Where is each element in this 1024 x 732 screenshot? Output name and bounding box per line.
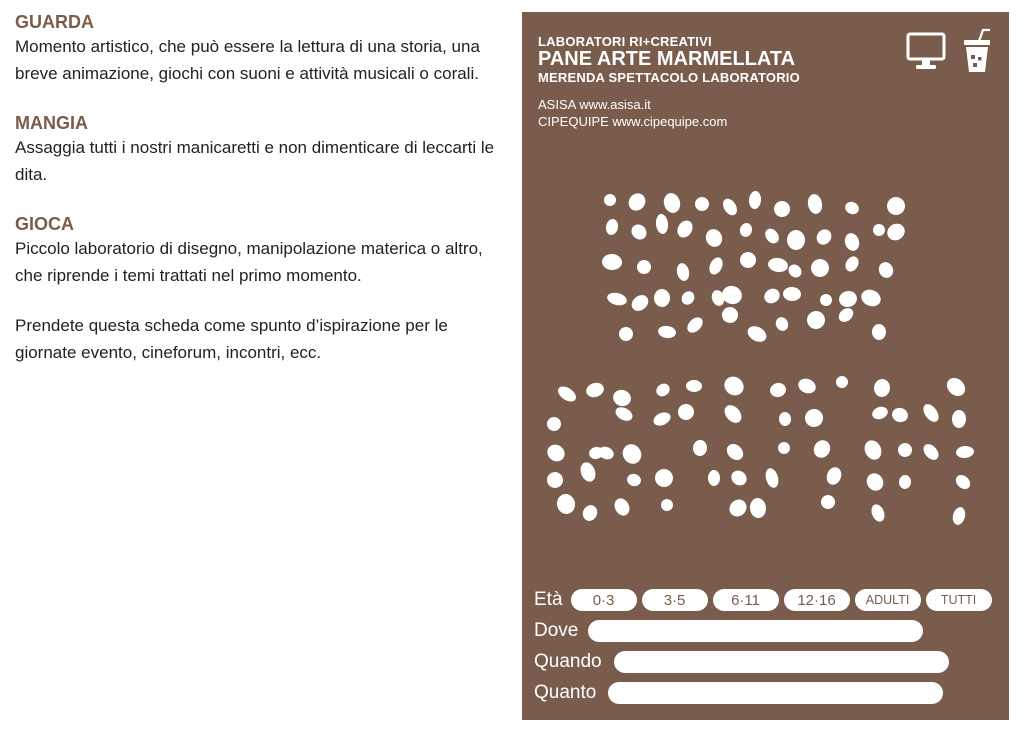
artwork-dot [626, 472, 643, 487]
age-row [534, 588, 992, 612]
artwork-dot [737, 249, 759, 271]
quanto-row [534, 681, 943, 705]
artwork-dot [721, 373, 748, 400]
artwork-dot [769, 381, 788, 398]
artwork-dot [679, 289, 697, 307]
artwork-dot [871, 222, 886, 237]
artwork-dot [863, 470, 886, 494]
artwork-dot [726, 496, 750, 520]
artwork-dot [783, 287, 802, 302]
artwork-dot [596, 444, 615, 461]
artwork-dot [721, 306, 739, 324]
age-option-0-3[interactable]: 0·3 [571, 589, 637, 611]
artwork-dot [749, 497, 767, 519]
artwork-dot [738, 222, 753, 239]
age-option-adulti[interactable]: ADULTI [855, 589, 921, 611]
artwork-dot [956, 445, 975, 459]
artwork-dot [774, 315, 791, 333]
artwork-dot [779, 412, 792, 427]
artwork-dot [555, 492, 576, 515]
quando-label: Quando [534, 651, 602, 672]
artwork-dot [601, 253, 622, 270]
artwork-dot [843, 231, 862, 252]
contact-asisa: ASISA www.asisa.it [538, 97, 651, 112]
artwork-dot [611, 388, 633, 409]
artwork-dot [805, 309, 827, 331]
artwork-dot [843, 200, 861, 217]
artwork-dot [859, 287, 884, 310]
artwork-dot [876, 260, 895, 280]
artwork-dot [720, 196, 740, 218]
card-contacts [538, 96, 800, 130]
artwork-dot [703, 227, 725, 250]
artwork-dot [655, 213, 669, 234]
artwork-dot [728, 468, 749, 489]
dove-label: Dove [534, 620, 579, 641]
artwork-dot [634, 257, 654, 277]
artwork-dot [952, 410, 966, 428]
artwork-dot [777, 441, 791, 455]
artwork-dot [869, 502, 887, 523]
artwork-dot [544, 469, 566, 491]
section-text: Piccolo laboratorio di disegno, manipolazione materica o altro, che riprende i temi trattati nel primo momento. [15, 239, 483, 285]
age-option-tutti[interactable]: TUTTI [926, 589, 992, 611]
artwork-dot [677, 403, 696, 422]
artwork-dot [771, 198, 794, 221]
quando-row [534, 650, 949, 674]
artwork-dot [787, 230, 805, 250]
artwork-dot [762, 226, 781, 246]
artwork-dot [786, 262, 804, 280]
artwork-dot [810, 258, 830, 278]
inspiration-note: Prendete questa scheda come spunto d’ispirazione per le giornate evento, cineforum, incontri, ecc. [15, 316, 448, 362]
artwork-dot [861, 438, 884, 463]
quanto-label: Quanto [534, 682, 597, 703]
artwork-dot [943, 374, 969, 399]
age-option-6-11[interactable]: 6·11 [713, 589, 779, 611]
event-card [522, 12, 1009, 720]
age-label: Età [534, 589, 563, 610]
card-title: PANE ARTE MARMELLATA [538, 48, 796, 70]
artwork-dot [629, 292, 652, 314]
card-tagline: MERENDA SPETTACOLO LABORATORIO [538, 70, 800, 85]
artwork-dot [818, 292, 835, 309]
artwork-dot [580, 503, 600, 524]
artwork-dot [873, 378, 891, 398]
quando-field[interactable] [614, 651, 949, 673]
artwork-dot [761, 286, 782, 307]
contact-cipequipe: CIPEQUIPE www.cipequipe.com [538, 114, 728, 129]
section-guarda [15, 10, 505, 87]
artwork-dot [843, 254, 861, 274]
artwork-dot [951, 506, 967, 526]
artwork-dot [767, 257, 789, 274]
artwork-dot [897, 442, 913, 458]
artwork-dot [870, 405, 889, 422]
card-header [538, 34, 800, 130]
artwork-dot [578, 460, 598, 484]
artwork-dot [872, 324, 887, 341]
section-text: Assaggia tutti i nostri manicaretti e non dimenticare di leccarti le dita. [15, 138, 495, 184]
artwork-dot [612, 496, 633, 518]
artwork-dot [628, 221, 649, 242]
artwork-dot [884, 194, 908, 218]
artwork-dot [546, 416, 562, 432]
artwork-dot [584, 380, 606, 399]
age-option-3-5[interactable]: 3·5 [642, 589, 708, 611]
artwork-dot [890, 406, 909, 424]
artwork-dot [745, 323, 769, 345]
artwork-dot [675, 262, 690, 282]
artwork-dot [651, 410, 672, 428]
artwork-dot [708, 470, 720, 486]
artwork-dot [836, 305, 856, 324]
card-subtitle: LABORATORI RI+CREATIVI [538, 34, 712, 49]
artwork-dot [555, 383, 578, 404]
computer-monitor-icon [905, 30, 947, 72]
artwork-dot [604, 194, 616, 206]
artwork-dot [693, 195, 711, 213]
artwork-dot [605, 218, 620, 236]
artwork-dot [657, 325, 676, 339]
artwork-dot [721, 402, 745, 426]
artwork-dot [884, 220, 908, 243]
dotted-artwork [522, 172, 1009, 532]
section-mangia [15, 111, 505, 188]
artwork-dot [651, 465, 676, 490]
section-text: Momento artistico, che può essere la lettura di una storia, una breve animazione, giochi con suoni e attività musicali o corali. [15, 37, 480, 83]
artwork-dot [720, 283, 745, 307]
artwork-dot [824, 465, 844, 487]
artwork-dot [686, 380, 702, 393]
artwork-dot [544, 441, 568, 465]
artwork-dot [724, 441, 747, 464]
artwork-dot [654, 381, 672, 399]
age-option-12-16[interactable]: 12·16 [784, 589, 850, 611]
artwork-dot [625, 190, 649, 214]
artwork-dot [606, 291, 628, 307]
artwork-dot [616, 324, 635, 343]
artwork-dot [796, 376, 818, 396]
artwork-dot [748, 191, 762, 210]
drink-cup-icon [962, 28, 992, 74]
artwork-dot [763, 467, 780, 490]
artwork-dot [802, 406, 827, 431]
artwork-dot [834, 374, 850, 390]
artwork-dot [953, 472, 973, 492]
artwork-dot [613, 404, 635, 423]
section-heading: GIOCA [15, 214, 75, 234]
artwork-dot [811, 437, 833, 460]
artwork-dot [818, 492, 837, 511]
artwork-dot [662, 191, 683, 215]
artwork-dot [921, 441, 942, 462]
section-heading: GUARDA [15, 12, 94, 32]
description-column [15, 10, 505, 366]
artwork-dot [692, 439, 708, 456]
artwork-dot [660, 498, 674, 512]
artwork-dot [837, 289, 858, 309]
artwork-dot [806, 193, 824, 215]
artwork-dot [707, 255, 725, 276]
artwork-dot [920, 401, 941, 424]
artwork-dot [674, 218, 695, 241]
artwork-dot [814, 226, 835, 247]
artwork-dot [654, 289, 671, 308]
artwork-dot [619, 441, 645, 467]
dove-field[interactable] [588, 620, 923, 642]
section-gioca [15, 212, 505, 289]
artwork-dot [898, 475, 911, 490]
dove-row [534, 619, 923, 643]
artwork-dot [684, 314, 705, 335]
quanto-field[interactable] [608, 682, 943, 704]
section-heading: MANGIA [15, 113, 88, 133]
